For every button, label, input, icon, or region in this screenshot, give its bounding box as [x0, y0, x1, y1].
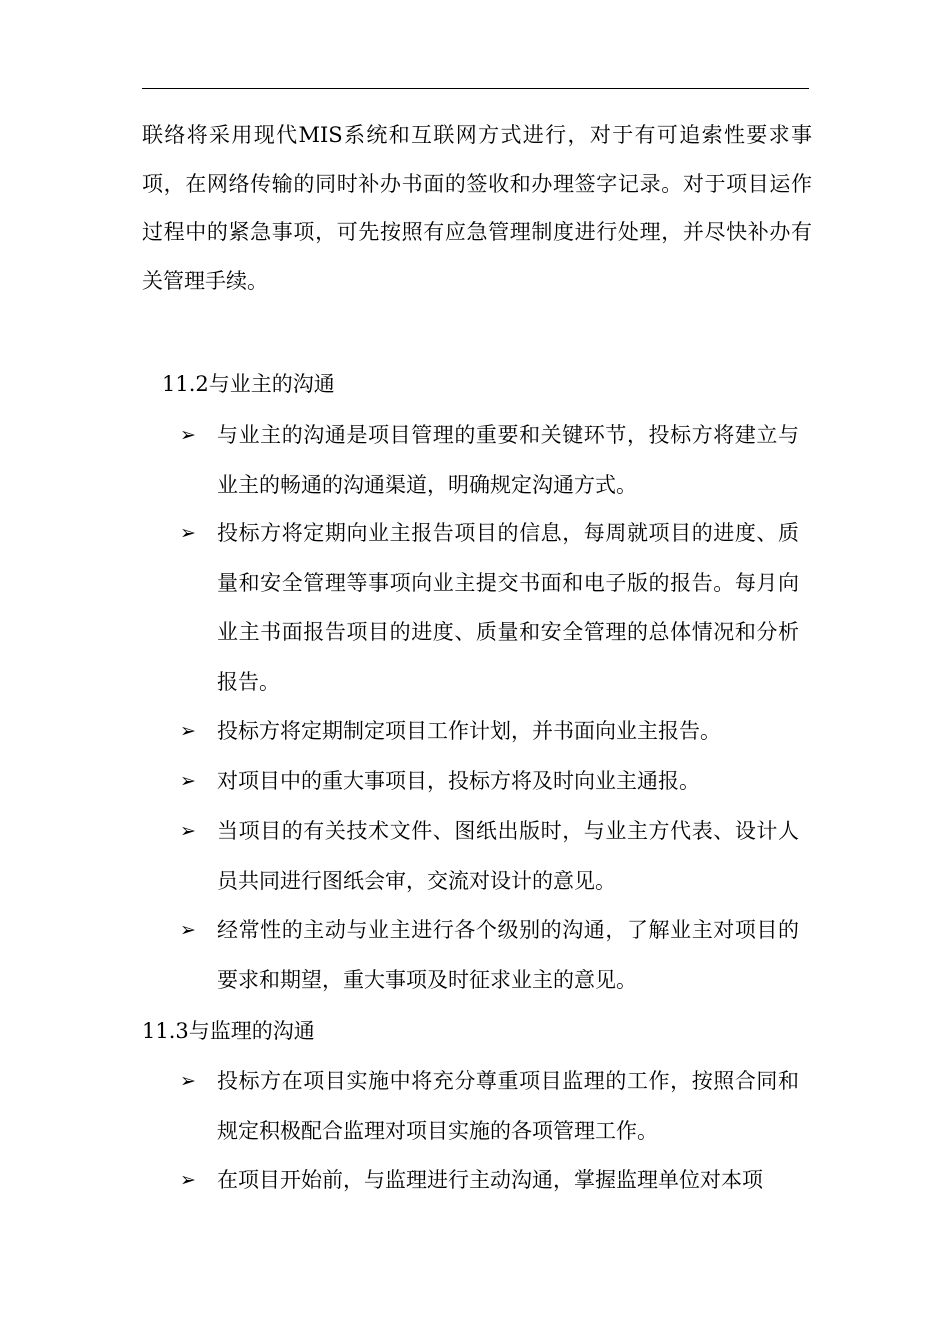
header-rule [142, 88, 809, 89]
list-item-text: 与业主的沟通是项目管理的重要和关键环节，投标方将建立与业主的畅通的沟通渠道，明确规定沟通方式。 [217, 423, 799, 497]
list-item [180, 807, 810, 906]
arrow-bullet-icon: ➢ [180, 919, 196, 941]
intro-paragraph: 联络将采用现代MIS系统和互联网方式进行，对于有可追索性要求事项，在网络传输的同时补办书面的签收和办理签字记录。对于项目运作过程中的紧急事项，可先按照有应急管理制度进行处理，并尽快补办有关管理手续。 [142, 123, 812, 293]
list-item [180, 509, 810, 707]
section-heading-11-2: 11.2与业主的沟通 [162, 372, 335, 396]
list-item-text: 对项目中的重大事项目，投标方将及时向业主通报。 [217, 769, 700, 793]
list-item-text: 当项目的有关技术文件、图纸出版时，与业主方代表、设计人员共同进行图纸会审，交流对设计的意见。 [217, 819, 799, 893]
arrow-bullet-icon: ➢ [180, 424, 196, 446]
list-item [180, 411, 810, 510]
list-item-text: 经常性的主动与业主进行各个级别的沟通，了解业主对项目的要求和期望，重大事项及时征求业主的意见。 [217, 918, 799, 992]
arrow-bullet-icon: ➢ [180, 1169, 196, 1191]
section-heading-11-3: 11.3与监理的沟通 [142, 1019, 315, 1043]
arrow-bullet-icon: ➢ [180, 1070, 196, 1092]
arrow-bullet-icon: ➢ [180, 820, 196, 842]
list-item [180, 1057, 810, 1156]
list-item-text: 投标方将定期制定项目工作计划，并书面向业主报告。 [217, 719, 721, 743]
arrow-bullet-icon: ➢ [180, 770, 196, 792]
list-item [180, 1156, 810, 1206]
list-item [180, 757, 810, 807]
list-item-text: 投标方将定期向业主报告项目的信息，每周就项目的进度、质量和安全管理等事项向业主提交书面和电子版的报告。每月向业主书面报告项目的进度、质量和安全管理的总体情况和分析报告。 [217, 521, 799, 694]
list-item-text: 在项目开始前，与监理进行主动沟通，掌握监理单位对本项 [217, 1168, 763, 1192]
list-item [180, 707, 810, 757]
list-item-text: 投标方在项目实施中将充分尊重项目监理的工作，按照合同和规定积极配合监理对项目实施的各项管理工作。 [217, 1069, 799, 1143]
list-item [180, 906, 810, 1005]
arrow-bullet-icon: ➢ [180, 522, 196, 544]
arrow-bullet-icon: ➢ [180, 720, 196, 742]
